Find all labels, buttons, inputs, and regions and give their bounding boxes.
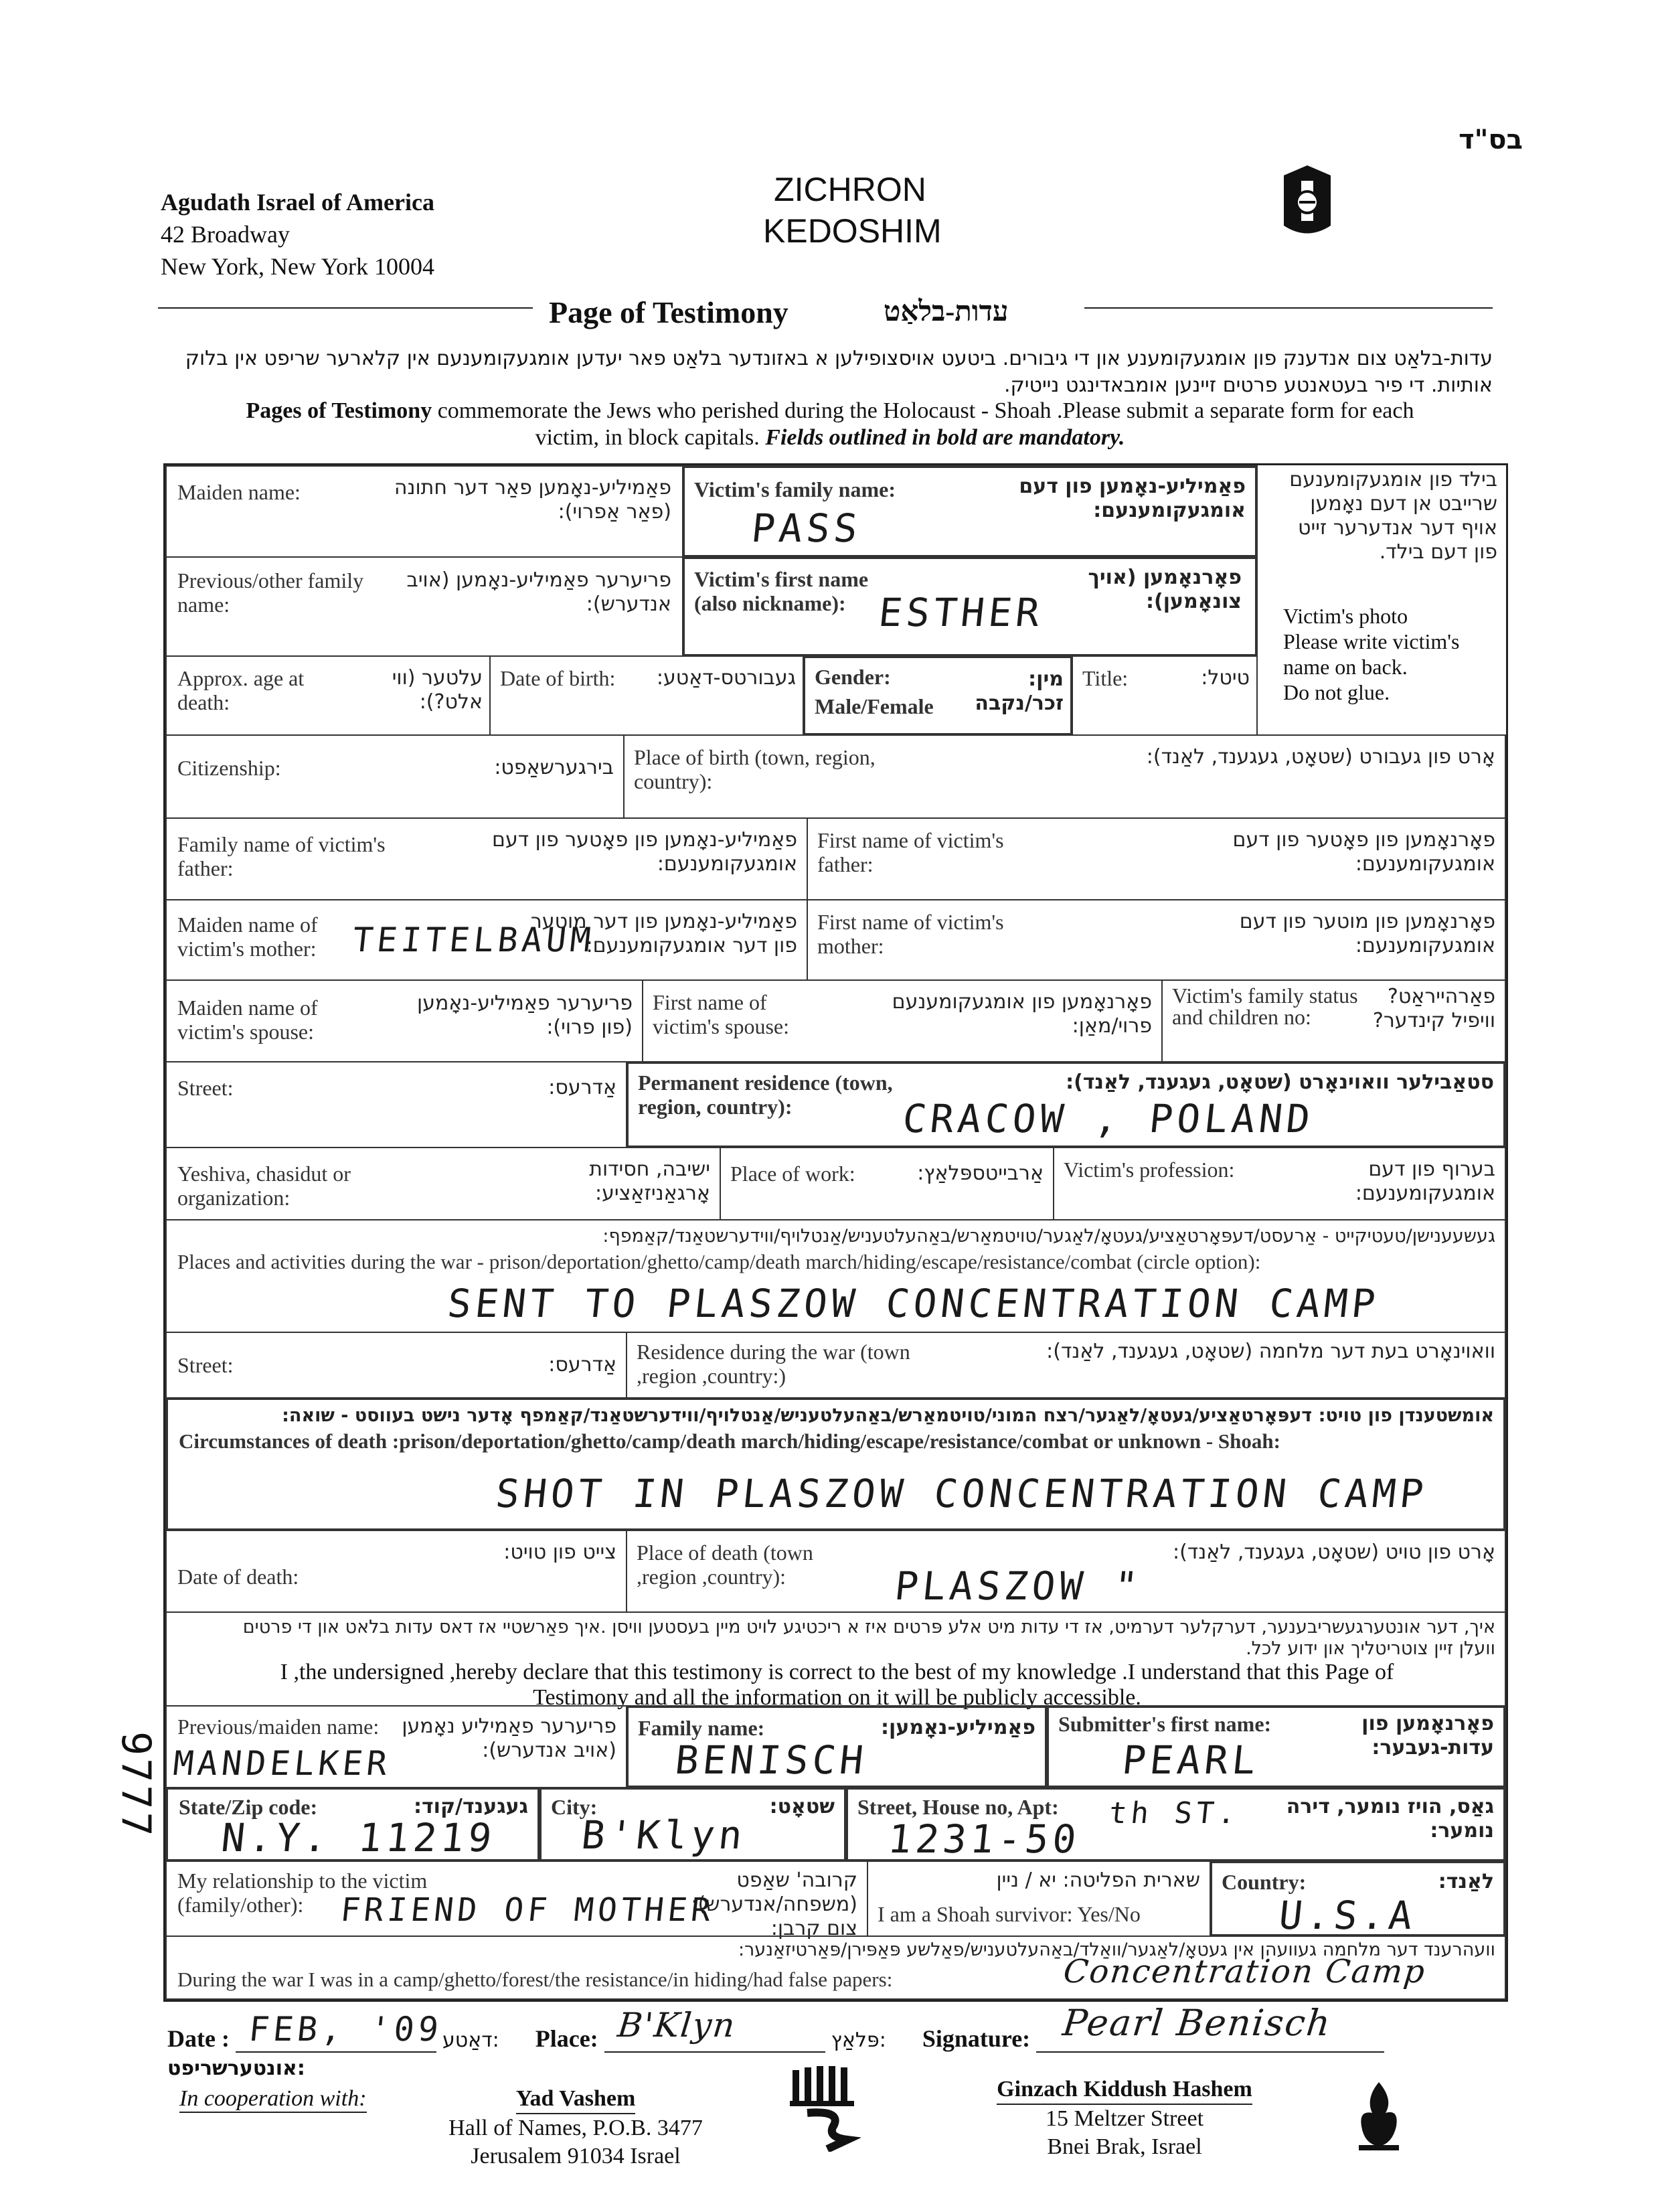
signature-value: Pearl Benisch [1060, 2002, 1334, 2044]
page-title-hebrew: עדות-בלאַט [884, 297, 1009, 327]
declaration-he-line-1: איך, דער אונטערגעשריבענער, דערקלער דערמיט, אז די עדות מיט אלע פּרטים איז א ריכטיגע לויט מיין בעסטען וויסן .איך פאַרשטיי אז דאס עדות בלאט און די פרטים [242, 1617, 1495, 1638]
date-field[interactable] [236, 2010, 444, 2053]
residence-label: Permanent residence (town, region, country): [638, 1071, 893, 1119]
submitter-previous-name-label: Previous/maiden name: [177, 1715, 380, 1739]
yad-vashem-line-3: Jerusalem 91034 Israel [471, 2144, 681, 2168]
spouse-first-label: First name of victim's spouse: [653, 990, 789, 1038]
father-first-label: First name of victim's father: [817, 828, 1004, 876]
spouse-maiden-label-he: פריערער פאַמיליע-נאָמען (פון פרוי): [417, 992, 633, 1039]
title-cell[interactable] [1072, 655, 1258, 736]
cooperation-label: In cooperation with: [179, 2086, 367, 2113]
war-residence-cell[interactable] [626, 1332, 1506, 1399]
photo-label-3: name on back. [1283, 655, 1408, 679]
street-label: Street: [177, 1076, 234, 1100]
death-place-label-he: אָרט פון טויט (שטאָט, געגענד, לאַנד): [1173, 1540, 1495, 1564]
ginzach-line-2: 15 Meltzer Street [1045, 2106, 1204, 2131]
submitter-family-name-cell[interactable] [626, 1705, 1048, 1788]
photo-label-2: Please write victim's [1283, 629, 1460, 653]
family-status-label: Victim's family status and children no: [1172, 983, 1358, 1029]
title-rule-left [158, 307, 533, 309]
work-label: Place of work: [730, 1162, 855, 1186]
zichron-kedoshim-title [763, 169, 942, 252]
previous-name-label: Previous/other family name: [177, 568, 364, 617]
intro-hebrew-line-2: אותיות. די פיר בעטאנטע פרטים זיינען אומבאדינגט נייטיק. [1003, 374, 1493, 397]
city-label-he: שטאָט: [769, 1795, 835, 1818]
date-label: Date : [167, 2025, 230, 2052]
first-name-cell[interactable] [682, 556, 1258, 657]
street-label-he: אַדרעס: [548, 1076, 616, 1099]
citizenship-label-he: בירגערשאַפט: [494, 756, 614, 779]
age-cell[interactable] [165, 655, 491, 736]
submitter-family-name-label: Family name: [638, 1716, 765, 1740]
relationship-cell[interactable] [165, 1861, 868, 1940]
war-places-label: Places and activities during the war - prison/deportation/ghetto/camp/death march/hiding/escape/resistance/combat (circle option): [177, 1250, 1261, 1273]
during-war-value: Concentration Camp [1062, 1953, 1428, 1990]
previous-name-cell[interactable] [165, 556, 683, 657]
country-cell[interactable] [1210, 1861, 1506, 1937]
signature-label-he: אונטערשריפט: [167, 2057, 305, 2080]
submitter-family-name-value: BENISCH [673, 1737, 870, 1783]
submitter-first-name-label-he: פאָרנאָמען פון עדות-געבער: [1361, 1712, 1494, 1759]
dob-label: Date of birth: [500, 666, 616, 690]
declaration-he [177, 1617, 1495, 1660]
death-date-label: Date of death: [177, 1565, 299, 1589]
residence-label-he: סטאַבילער וואוינאָרט (שטאָט, געגענד, לאַנד): [1066, 1071, 1494, 1094]
war-places-value: SENT TO PLASZOW CONCENTRATION CAMP [445, 1281, 1382, 1326]
yeshiva-cell[interactable] [165, 1147, 721, 1220]
relationship-value: FRIEND OF MOTHER [339, 1891, 717, 1929]
citizenship-label: Citizenship: [177, 756, 281, 780]
mother-maiden-value: TEITELBAUM [350, 921, 597, 959]
margin-note: 9777 [112, 1731, 159, 1839]
intro-text-2: victim, in block capitals. [535, 425, 766, 450]
photo-label-4: Do not glue. [1283, 680, 1390, 704]
declaration-en-line-1: I ,the undersigned ,hereby declare that this testimony is correct to the best of my knowledge .I understand that this Page of [280, 1660, 1394, 1684]
date-value: FEB, '09 [246, 2010, 444, 2049]
state-zip-value: N.Y. 11219 [219, 1815, 498, 1861]
signature-field[interactable] [1036, 2002, 1384, 2053]
family-status-cell[interactable] [1161, 979, 1506, 1062]
org-address-line-1: 42 Broadway [161, 221, 290, 248]
father-family-cell[interactable] [165, 817, 808, 900]
during-war-label-he: וועהרענד דער מלחמה געוועהן אין געטאָ/לאַגער/וואַלד/באַהעלטעניש/פאַלשע פּאַפּירן/פּאַרטיזאַנער: [738, 1940, 1495, 1960]
title-label: Title: [1082, 666, 1129, 690]
organization-address [161, 186, 434, 283]
submitter-previous-name-value: MANDELKER [171, 1744, 393, 1783]
declaration-cell [165, 1611, 1506, 1710]
street-house-value: 1231-50 [886, 1816, 1083, 1862]
dob-label-he: געבורטס-דאַטע: [656, 666, 796, 690]
intro-lead: Pages of Testimony [246, 398, 432, 423]
mother-first-cell[interactable] [807, 899, 1506, 981]
yeshiva-label: Yeshiva, chasidut or organization: [177, 1162, 351, 1210]
survivor-cell[interactable] [867, 1861, 1211, 1937]
ginzach-address [950, 2075, 1299, 2161]
family-name-cell[interactable] [682, 465, 1258, 558]
ginzach-line-3: Bnei Brak, Israel [1047, 2134, 1202, 2159]
father-first-label-he: פאָרנאָמען פון פאָטער פון דעם אומגעקומענעם: [1232, 828, 1495, 876]
mother-maiden-label-he: פאַמיליע-נאָמען פון דער מוטער פון דער אומגעקומענעם: [530, 910, 797, 957]
submitter-previous-name-label-he: פריערער פאַמיליע נאָמען (אויב אנדערש): [402, 1715, 616, 1762]
street-house-cell[interactable] [845, 1787, 1506, 1862]
death-date-cell[interactable] [165, 1530, 627, 1613]
maiden-name-label-he: פאַמיליע-נאָמען פאַר דער חתונה (פאַר אַפרוי): [394, 476, 671, 524]
death-date-label-he: צייט פון טויט: [503, 1540, 616, 1564]
place-value: B'Klyn [615, 2006, 738, 2045]
mother-maiden-cell[interactable] [165, 899, 808, 981]
yad-vashem-logo-icon [787, 2065, 861, 2152]
yeshiva-label-he: ישיבה, חסידות אָרגאַניזאַציע: [589, 1158, 710, 1205]
submitter-first-name-label: Submitter's first name: [1058, 1712, 1272, 1736]
war-street-label-he: אַדרעס: [548, 1353, 616, 1376]
survivor-label[interactable]: I am a Shoah survivor: Yes/No [878, 1902, 1141, 1926]
residence-value: CRACOW , POLAND [900, 1096, 1317, 1141]
profession-label-he: בערוף פון דעם אומגעקומענעם: [1355, 1158, 1495, 1205]
death-circumstances-label: Circumstances of death :prison/deportation/ghetto/camp/death march/hiding/escape/resistance/combat or unknown - Shoah: [179, 1429, 1280, 1453]
gender-label: Gender: [815, 665, 891, 689]
signature-label: Signature: [922, 2025, 1031, 2052]
family-status-label-he: פאַרהייראַט? וויפיל קינדער? [1372, 985, 1495, 1032]
submitter-first-name-value: PEARL [1120, 1737, 1262, 1783]
father-family-label: Family name of victim's father: [177, 832, 386, 880]
spouse-maiden-cell[interactable] [165, 979, 643, 1062]
death-place-label: Place of death (town ,region ,country): [637, 1540, 813, 1589]
yad-vashem-line-2: Hall of Names, P.O.B. 3477 [448, 2116, 703, 2140]
city-value: B'Klyn [579, 1812, 749, 1858]
state-zip-label: State/Zip code: [179, 1795, 318, 1819]
war-street-cell[interactable] [165, 1332, 627, 1399]
death-place-cell[interactable] [626, 1530, 1506, 1613]
bsd-mark: בס"ד [1459, 125, 1523, 155]
work-cell[interactable] [720, 1147, 1054, 1220]
submitter-first-name-cell[interactable] [1046, 1705, 1506, 1788]
agudath-logo-icon [1277, 162, 1337, 242]
zichron-line-2: KEDOSHIM [763, 212, 942, 250]
mother-first-label-he: פאָרנאָמען פון מוטער פון דעם אומגעקומענעם: [1239, 910, 1495, 957]
relationship-label-he: קרובה' שאַפט (משפחה/אנדערש): צום קרבן: [691, 1869, 857, 1940]
state-zip-label-he: געגענד/קוד: [414, 1795, 528, 1818]
war-places-cell[interactable] [165, 1219, 1506, 1333]
intro-hebrew [161, 345, 1493, 399]
profession-cell[interactable] [1053, 1147, 1506, 1220]
city-label: City: [551, 1795, 598, 1819]
dob-cell[interactable] [489, 655, 804, 736]
father-first-cell[interactable] [807, 817, 1506, 900]
submitter-previous-name-cell[interactable] [165, 1705, 627, 1788]
place-label-he: פּלאַץ: [831, 2029, 886, 2052]
declaration-en-line-2: Testimony and all the information on it will be publicly accessible. [533, 1685, 1141, 1710]
place-field[interactable] [604, 2006, 825, 2053]
ginzach-name: Ginzach Kiddush Hashem [997, 2075, 1252, 2105]
first-name-value: ESTHER [876, 590, 1046, 635]
spouse-maiden-label: Maiden name of victim's spouse: [177, 996, 318, 1044]
family-name-label: Victim's family name: [694, 477, 896, 501]
mother-maiden-label: Maiden name of victim's mother: [177, 913, 318, 961]
photo-label-1: Victim's photo [1283, 604, 1408, 628]
country-label-he: לאַנד: [1438, 1870, 1494, 1893]
intro-mandatory: Fields outlined in bold are mandatory. [765, 425, 1125, 450]
death-circumstances-cell[interactable] [165, 1397, 1506, 1531]
intro-text: commemorate the Jews who perished during the Holocaust - Shoah .Please submit a separate form for each [432, 398, 1414, 423]
zichron-line-1: ZICHRON [774, 171, 926, 208]
testimony-form [163, 463, 1508, 2002]
intro-hebrew-line-1: עדות-בלאַט צום אנדענק פון אומגעקומענע און די גיבורים. ביטעט אויסצופילען א באזונדער בלאַט פאר יעדען אומגעקומענעם אין קלארער שריפט אין בלוק [185, 347, 1493, 370]
photo-area[interactable] [1276, 465, 1497, 706]
ginzach-flame-logo-icon [1352, 2079, 1406, 2153]
family-name-value: PASS [749, 505, 864, 551]
photo-instructions-he: בילד פון אומגעקומענעם שרייבט אן דעם נאָמען אויף דער אנדערער זייט פון דעם בילד. [1289, 468, 1497, 564]
intro-english [161, 398, 1499, 451]
citizenship-cell[interactable] [165, 734, 625, 819]
title-rule-right [1084, 307, 1493, 309]
mother-first-label: First name of victim's mother: [817, 910, 1004, 958]
date-label-he: דאַטע: [442, 2029, 499, 2052]
death-circumstances-value: SHOT IN PLASZOW CONCENTRATION CAMP [493, 1471, 1430, 1516]
previous-name-label-he: פריערער פאַמיליע-נאָמען (אויב אנדערש): [406, 568, 671, 616]
title-label-he: טיטל: [1201, 666, 1250, 690]
gender-options[interactable]: Male/Female [815, 694, 934, 718]
father-family-label-he: פאַמיליע-נאָמען פון פאָטער פון דעם אומגעקומענעם: [492, 828, 797, 876]
age-label: Approx. age at death: [177, 666, 305, 714]
death-place-value: PLASZOW " [892, 1563, 1144, 1609]
yad-vashem-address [415, 2085, 736, 2170]
birthplace-label-he: אָרט פון געבורט (שטאָט, געגענד, לאַנד): [1146, 745, 1495, 769]
war-places-label-he: געשעענישן/טעטיקייט - אַרעסט/דעפּאָרטאַציע/געטאָ/לאַגער/טויטמאַרש/באַהעלטעניש/אַנטלויף/ווידערשטאַנד/קאַמפף: [602, 1226, 1495, 1247]
maiden-name-label: Maiden name: [177, 480, 301, 504]
birthplace-cell[interactable] [623, 734, 1506, 819]
street-cell[interactable] [165, 1061, 627, 1148]
age-label-he: עלטער (ווי אלט?): [392, 666, 483, 714]
first-name-label-he: פאָרנאָמען (אויך צונאָמען): [1088, 566, 1242, 613]
street-house-label-he: גאַס, הויז נומער, דירה נומער: [1286, 1795, 1494, 1842]
war-residence-label: Residence during the war (town ,region ,country:) [637, 1340, 910, 1388]
org-address-line-2: New York, New York 10004 [161, 253, 435, 280]
first-name-label: Victim's first name (also nickname): [694, 567, 869, 615]
spouse-first-cell[interactable] [642, 979, 1163, 1062]
during-war-cell[interactable] [165, 1936, 1506, 2000]
war-street-label: Street: [177, 1353, 234, 1377]
permanent-residence-cell[interactable] [626, 1061, 1506, 1148]
during-war-label: During the war I was in a camp/ghetto/forest/the resistance/in hiding/had false papers: [177, 1968, 893, 1991]
place-label: Place: [535, 2025, 598, 2052]
declaration-en [167, 1660, 1507, 1711]
page-title: Page of Testimony [549, 295, 788, 329]
state-zip-cell[interactable] [165, 1787, 540, 1862]
city-cell[interactable] [539, 1787, 847, 1862]
death-circumstances-label-he: אומשטענדן פון טויט: דעפּאָרטאַציע/געטאָ/לאַגער/רצח המוני/טויטמאַרש/באַהעלטעניש/אַנטלויף/ווידערשטאַנד/קאַמפף אָדער נישט בעווסט - שואה: [282, 1405, 1494, 1426]
war-residence-label-he: וואוינאָרט בעת דער מלחמה (שטאָט, געגענד, לאַנד): [1046, 1340, 1495, 1363]
maiden-name-cell[interactable] [165, 465, 683, 558]
work-label-he: אַרבייטספּלאַץ: [917, 1162, 1044, 1185]
declaration-he-line-2: וועלן זיין צוטריטליך און ידוע לכל. [1246, 1638, 1495, 1659]
street-house-label: Street, House no, Apt: [857, 1795, 1059, 1819]
relationship-label: My relationship to the victim (family/other): [177, 1869, 428, 1917]
spouse-first-label-he: פאָרנאָמען פון אומגעקומענעם פרוי/מאַן: [892, 990, 1152, 1038]
gender-label-he: מין: זכר/נקבה [975, 667, 1064, 715]
country-value: U.S.A [1276, 1893, 1419, 1938]
survivor-label-he: שארית הפליטה: יא / ניין [996, 1869, 1200, 1892]
submitter-family-name-label-he: פאַמיליע-נאָמען: [881, 1716, 1035, 1739]
birthplace-label: Place of birth (town, region, country): [634, 745, 876, 793]
org-name: Agudath Israel of America [161, 189, 434, 216]
street-house-value-suffix: th ST. [1107, 1796, 1242, 1830]
country-label: Country: [1222, 1870, 1307, 1894]
profession-label: Victim's profession: [1064, 1158, 1235, 1182]
gender-cell[interactable] [803, 655, 1073, 736]
family-name-label-he: פאַמיליע-נאָמען פון דעם אומגעקומענעם: [1019, 475, 1246, 522]
yad-vashem-name: Yad Vashem [516, 2085, 636, 2114]
